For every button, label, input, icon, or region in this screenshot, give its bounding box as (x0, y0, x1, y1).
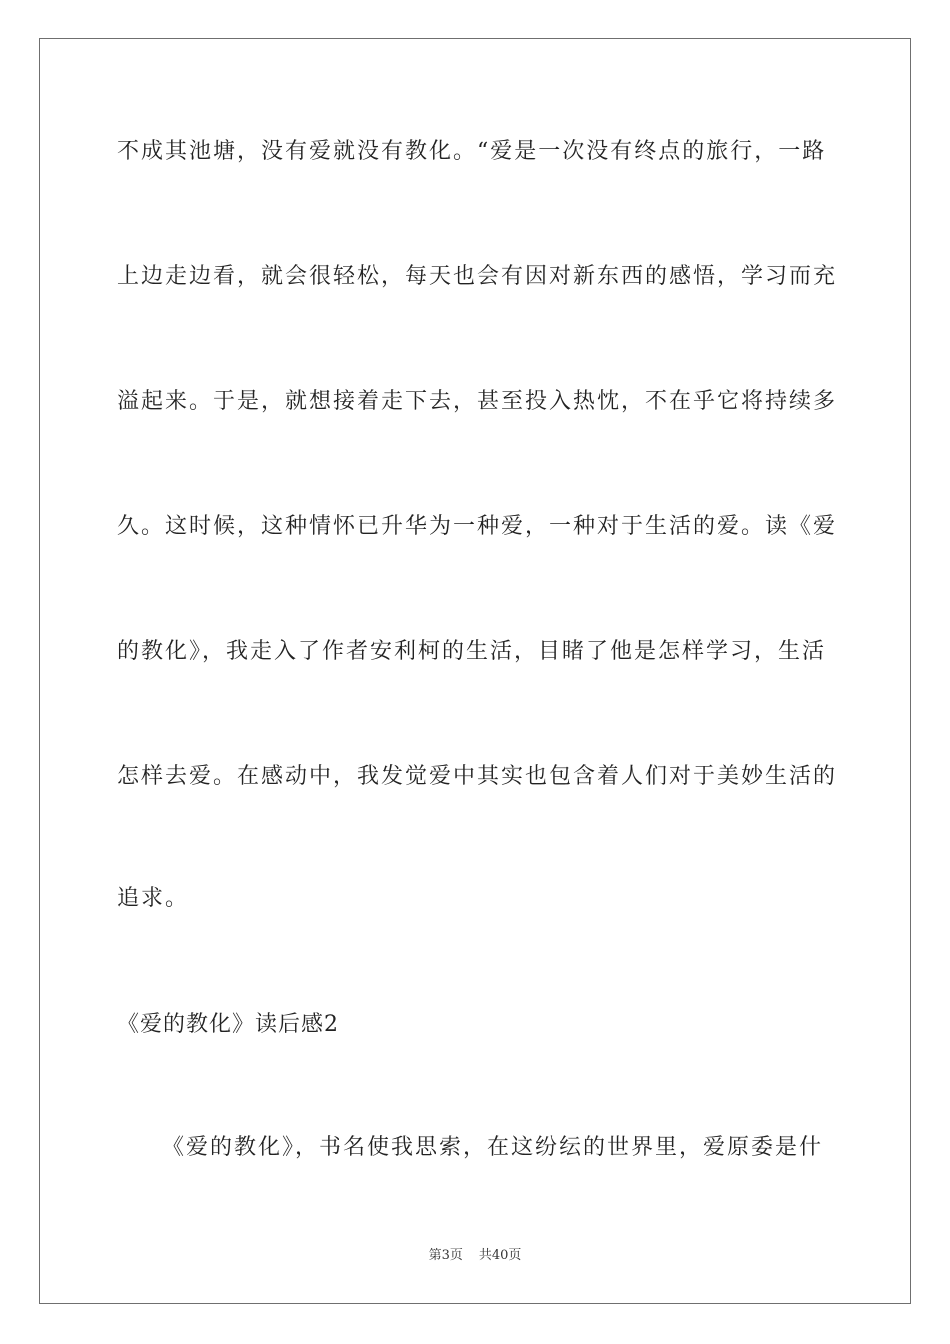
paragraph-line-7: 追求。 (117, 886, 190, 911)
page-frame (39, 38, 911, 1304)
page-footer (0, 1247, 950, 1265)
page-total: 共40页 (478, 1248, 522, 1263)
paragraph-line-6: 怎样去爱。在感动中，我发觉爱中其实也包含着人们对于美妙生活的 (117, 764, 838, 789)
section-heading: 《爱的教化》读后感2 (117, 1012, 339, 1037)
paragraph-line-2: 上边走边看，就会很轻松，每天也会有因对新东西的感悟，学习而充 (117, 264, 838, 289)
paragraph-line-5: 的教化》，我走入了作者安利柯的生活，目睹了他是怎样学习，生活 (117, 639, 827, 664)
page-number: 第3页 (428, 1248, 463, 1263)
paragraph-first-line: 《爱的教化》，书名使我思索，在这纷纭的世界里，爱原委是什 (162, 1135, 824, 1160)
paragraph-line-1: 不成其池塘，没有爱就没有教化。“爱是一次没有终点的旅行，一路 (117, 139, 827, 164)
paragraph-line-3: 溢起来。于是，就想接着走下去，甚至投入热忱，不在乎它将持续多 (117, 389, 838, 414)
paragraph-line-4: 久。这时候，这种情怀已升华为一种爱，一种对于生活的爱。读《爱 (117, 514, 838, 539)
